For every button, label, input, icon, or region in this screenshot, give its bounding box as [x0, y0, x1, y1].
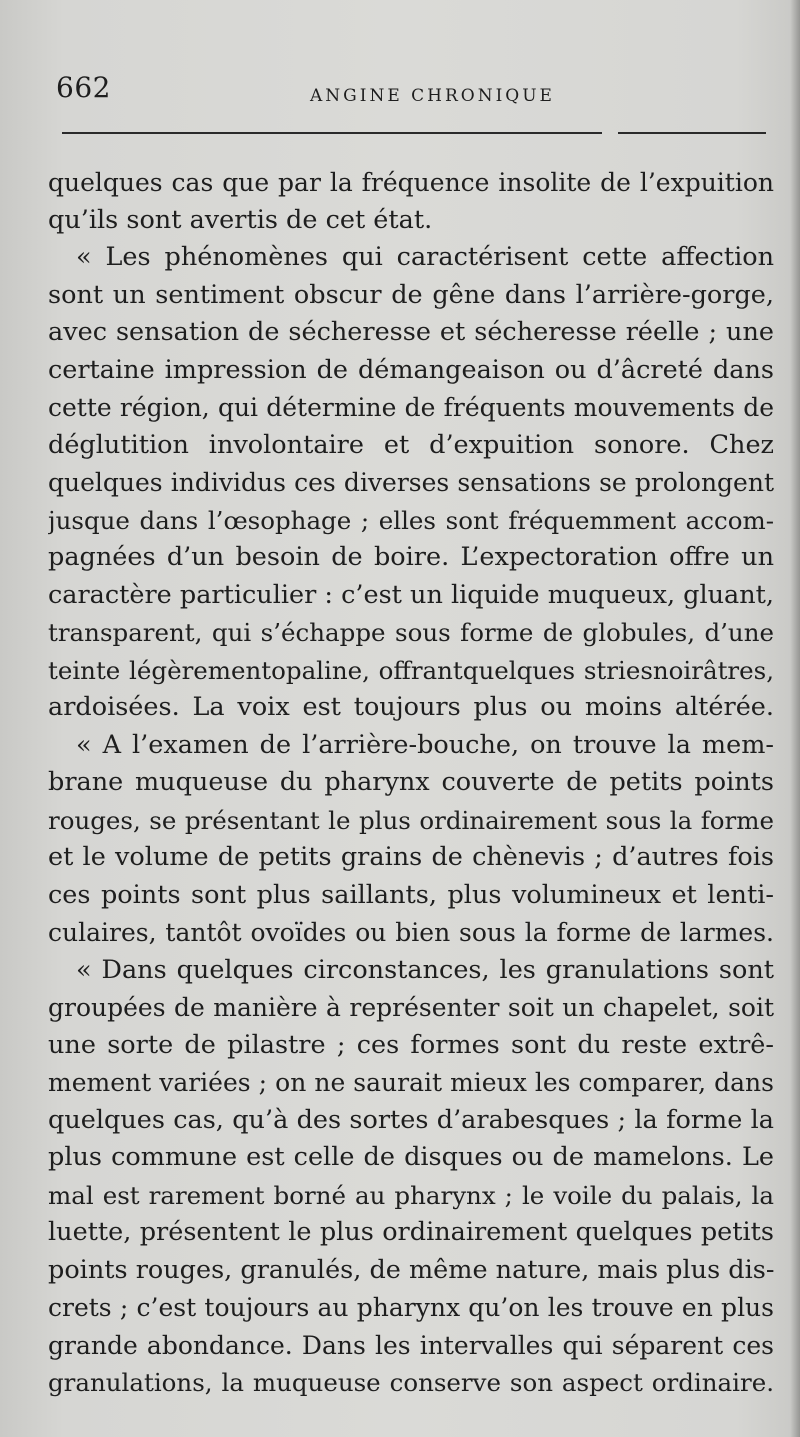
body-text — [48, 164, 774, 1402]
page-edge-shadow — [790, 0, 800, 1437]
header-rule — [62, 132, 602, 134]
text-line: plus commune est celle de disques ou de mamelons. Le — [48, 1142, 774, 1172]
text-line: caractère particulier : c’est un liquide muqueux, gluant, — [48, 579, 774, 610]
text-line: rouges, se présentant le plus ordinairement sous la forme — [48, 805, 774, 835]
text-line: mement variées ; on ne saurait mieux les comparer, dans — [48, 1068, 774, 1097]
text-line: et le volume de petits grains de chènevis ; d’autres fois — [48, 842, 774, 872]
text-line: brane muqueuse du pharynx couverte de petits points — [48, 767, 774, 797]
page-number: 662 — [56, 71, 111, 104]
text-line: crets ; c’est toujours au pharynx qu’on les trouve en plus — [48, 1293, 774, 1322]
text-line: points rouges, granulés, de même nature, mais plus dis- — [48, 1254, 774, 1285]
text-line: ces points sont plus saillants, plus volumineux et lenti- — [48, 879, 774, 910]
text-line: mal est rarement borné au pharynx ; le voile du palais, la — [48, 1180, 774, 1210]
text-line: luette, présentent le plus ordinairement quelques petits — [48, 1217, 774, 1247]
text-line: déglutition involontaire et d’expuition sonore. Chez — [48, 429, 774, 460]
text-line: groupées de manière à représenter soit un chapelet, soit — [48, 993, 774, 1022]
text-line: « Dans quelques circonstances, les granulations sont — [76, 954, 774, 985]
text-line: certaine impression de démangeaison ou d’âcreté dans — [48, 354, 774, 385]
text-line: « Les phénomènes qui caractérisent cette affection — [76, 242, 774, 272]
text-line: grande abondance. Dans les intervalles qui séparent ces — [48, 1330, 774, 1360]
text-line: « A l’examen de l’arrière-bouche, on trouve la mem- — [76, 729, 774, 760]
text-line: quelques cas que par la fréquence insolite de l’expuition — [48, 168, 774, 197]
text-line: cette région, qui détermine de fréquents mouvements de — [48, 393, 774, 422]
text-line: granulations, la muqueuse conserve son aspect ordinaire. — [48, 1368, 774, 1397]
text-line: sont un sentiment obscur de gêne dans l’arrière-gorge, — [48, 279, 774, 310]
running-title: ANGINE CHRONIQUE — [310, 86, 555, 106]
text-line: transparent, qui s’échappe sous forme de globules, d’une — [48, 618, 774, 647]
text-line: quelques cas, qu’à des sortes d’arabesques ; la forme la — [48, 1104, 774, 1135]
text-line: jusque dans l’œsophage ; elles sont fréquemment accom- — [48, 505, 774, 535]
text-line: avec sensation de sécheresse et sécheresse réelle ; une — [48, 317, 774, 347]
text-line: pagnées d’un besoin de boire. L’expectoration offre un — [48, 542, 774, 572]
text-line: teinte légèrementopaline, offrantquelques striesnoirâtres, — [48, 655, 774, 685]
header-rule-short — [618, 132, 766, 134]
text-line: culaires, tantôt ovoïdes ou bien sous la forme de larmes. — [48, 918, 774, 947]
text-line: quelques individus ces diverses sensations se prolongent — [48, 468, 774, 497]
text-line: ardoisées. La voix est toujours plus ou moins altérée. — [48, 692, 774, 722]
text-line: qu’ils sont avertis de cet état. — [48, 204, 433, 235]
text-line: une sorte de pilastre ; ces formes sont du reste extrê- — [48, 1029, 774, 1060]
